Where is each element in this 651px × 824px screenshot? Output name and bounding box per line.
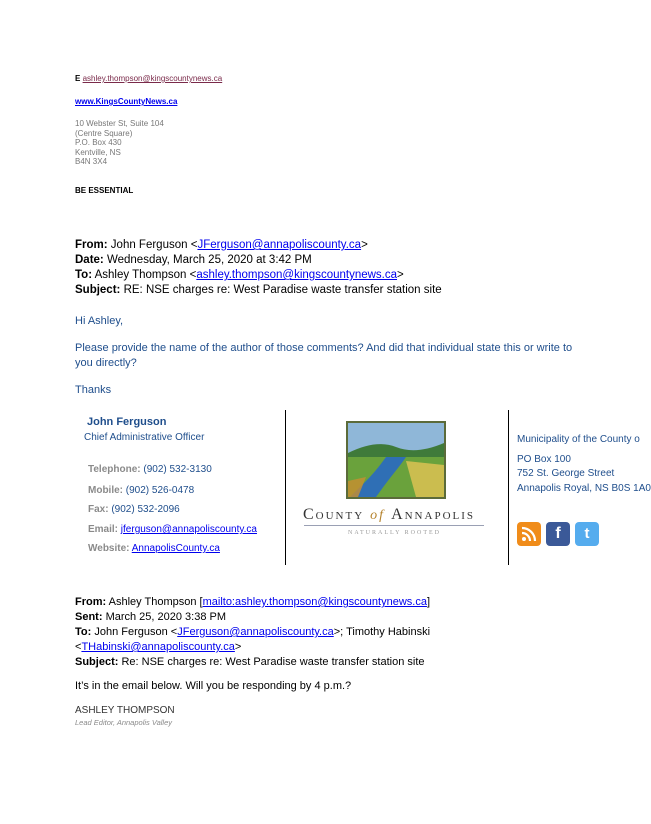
- email2-sent: [75, 610, 430, 625]
- mobile-value: (902) 526-0478: [125, 485, 195, 496]
- subject-label: Subject:: [75, 656, 119, 668]
- from-label: From:: [75, 239, 108, 251]
- to-close: >: [234, 641, 242, 653]
- address-line: B4N 3X4: [75, 157, 108, 166]
- email1-to: [75, 268, 442, 283]
- header-website[interactable]: [75, 97, 177, 106]
- signature-divider: [508, 410, 509, 565]
- sig-telephone: [88, 464, 212, 475]
- sig-title: Chief Administrative Officer: [84, 432, 205, 443]
- email1-date: [75, 253, 442, 268]
- sent-label: Sent:: [75, 611, 103, 623]
- email2-to: [75, 625, 430, 640]
- email1-headers: [75, 238, 442, 298]
- from-close: ]: [426, 596, 431, 608]
- email2-sig-name: ASHLEY THOMPSON: [75, 705, 175, 716]
- to-label: To:: [75, 269, 93, 281]
- email-label: Email:: [88, 524, 119, 535]
- from-name: Ashley Thompson [: [108, 596, 203, 608]
- date-label: Date:: [75, 254, 104, 266]
- logo-of: of: [370, 508, 386, 523]
- email1-from: [75, 238, 442, 253]
- email1-closing: Thanks: [75, 384, 112, 396]
- sig-email-link[interactable]: jferguson@annapoliscounty.ca: [120, 524, 257, 535]
- fax-label: Fax:: [88, 504, 109, 515]
- twitter-icon[interactable]: t: [575, 522, 599, 546]
- sig-email: [88, 524, 257, 535]
- email-prefix: E: [75, 74, 81, 83]
- body-line: Please provide the name of the author of those comments? And did that individual state this or write to: [75, 342, 573, 354]
- landscape-icon: [346, 421, 446, 499]
- date-value: Wednesday, March 25, 2020 at 3:42 PM: [106, 254, 312, 266]
- sig-mobile: [88, 485, 194, 496]
- website-label: Website:: [88, 543, 130, 554]
- body-line: you directly?: [75, 357, 137, 369]
- email2-headers: [75, 595, 430, 670]
- email1-greeting: Hi Ashley,: [75, 315, 124, 327]
- sent-value: March 25, 2020 3:38 PM: [105, 611, 227, 623]
- from-label: From:: [75, 596, 107, 608]
- email1-body: [75, 341, 572, 371]
- logo-word: Annapolis: [391, 506, 476, 523]
- org-po: PO Box 100: [517, 454, 571, 465]
- subject-value: Re: NSE charges re: West Paradise waste transfer station site: [121, 656, 425, 668]
- to-label: To:: [75, 626, 92, 638]
- from-close: >: [361, 239, 368, 251]
- to-mid: >; Timothy Habinski: [333, 626, 431, 638]
- mobile-label: Mobile:: [88, 485, 123, 496]
- fax-value: (902) 532-2096: [111, 504, 180, 515]
- org-name: Municipality of the County o: [517, 434, 640, 445]
- email2-subject: [75, 655, 430, 670]
- to-name: John Ferguson <: [94, 626, 178, 638]
- from-mailto-link[interactable]: mailto:ashley.thompson@kingscountynews.ca: [202, 596, 427, 608]
- org-city: Annapolis Royal, NS B0S 1A0: [517, 483, 651, 494]
- header-tagline: BE ESSENTIAL: [75, 186, 134, 195]
- to-email-link[interactable]: THabinski@annapoliscounty.ca: [81, 641, 235, 653]
- org-street: 752 St. George Street: [517, 468, 615, 479]
- logo-tagline: NATURALLY ROOTED: [348, 530, 442, 536]
- address-line: Kentville, NS: [75, 147, 121, 157]
- sig-website-link[interactable]: AnnapolisCounty.ca: [131, 543, 220, 554]
- sig-fax: [88, 504, 180, 515]
- telephone-value: (902) 532-3130: [143, 464, 212, 475]
- email2-body: It’s in the email below. Will you be responding by 4 p.m.?: [75, 680, 352, 692]
- county-logo-text: [303, 506, 475, 524]
- address-line: P.O. Box 430: [75, 138, 122, 147]
- logo-rule: [304, 525, 484, 526]
- email2-from: [75, 595, 430, 610]
- signature-divider: [285, 410, 286, 565]
- logo-word: County: [303, 506, 365, 523]
- address-line: (Centre Square): [75, 128, 133, 138]
- to-name: Ashley Thompson <: [94, 269, 197, 281]
- header-address: [75, 119, 164, 167]
- from-email-link[interactable]: JFerguson@annapoliscounty.ca: [197, 239, 362, 251]
- sig-website: [88, 543, 220, 554]
- telephone-label: Telephone:: [88, 464, 141, 475]
- sig-name: John Ferguson: [87, 416, 167, 428]
- header-email-line: [75, 74, 222, 83]
- email1-subject: [75, 283, 442, 298]
- subject-label: Subject:: [75, 284, 121, 296]
- facebook-icon[interactable]: f: [546, 522, 570, 546]
- header-website-link[interactable]: www.KingsCountyNews.ca: [75, 97, 178, 106]
- from-name: John Ferguson <: [110, 239, 198, 251]
- to-open: <: [75, 641, 82, 653]
- to-email-link[interactable]: JFerguson@annapoliscounty.ca: [177, 626, 334, 638]
- to-close: >: [397, 269, 404, 281]
- header-email-link[interactable]: ashley.thompson@kingscountynews.ca: [82, 74, 223, 83]
- to-email-link[interactable]: ashley.thompson@kingscountynews.ca: [196, 269, 398, 281]
- email2-to-cont: [75, 640, 430, 655]
- subject-value: RE: NSE charges re: West Paradise waste transfer station site: [123, 284, 442, 296]
- county-logo-image: [346, 421, 446, 499]
- address-line: 10 Webster St, Suite 104: [75, 119, 164, 128]
- rss-icon[interactable]: [517, 522, 541, 546]
- email2-sig-title: Lead Editor, Annapolis Valley: [75, 718, 173, 727]
